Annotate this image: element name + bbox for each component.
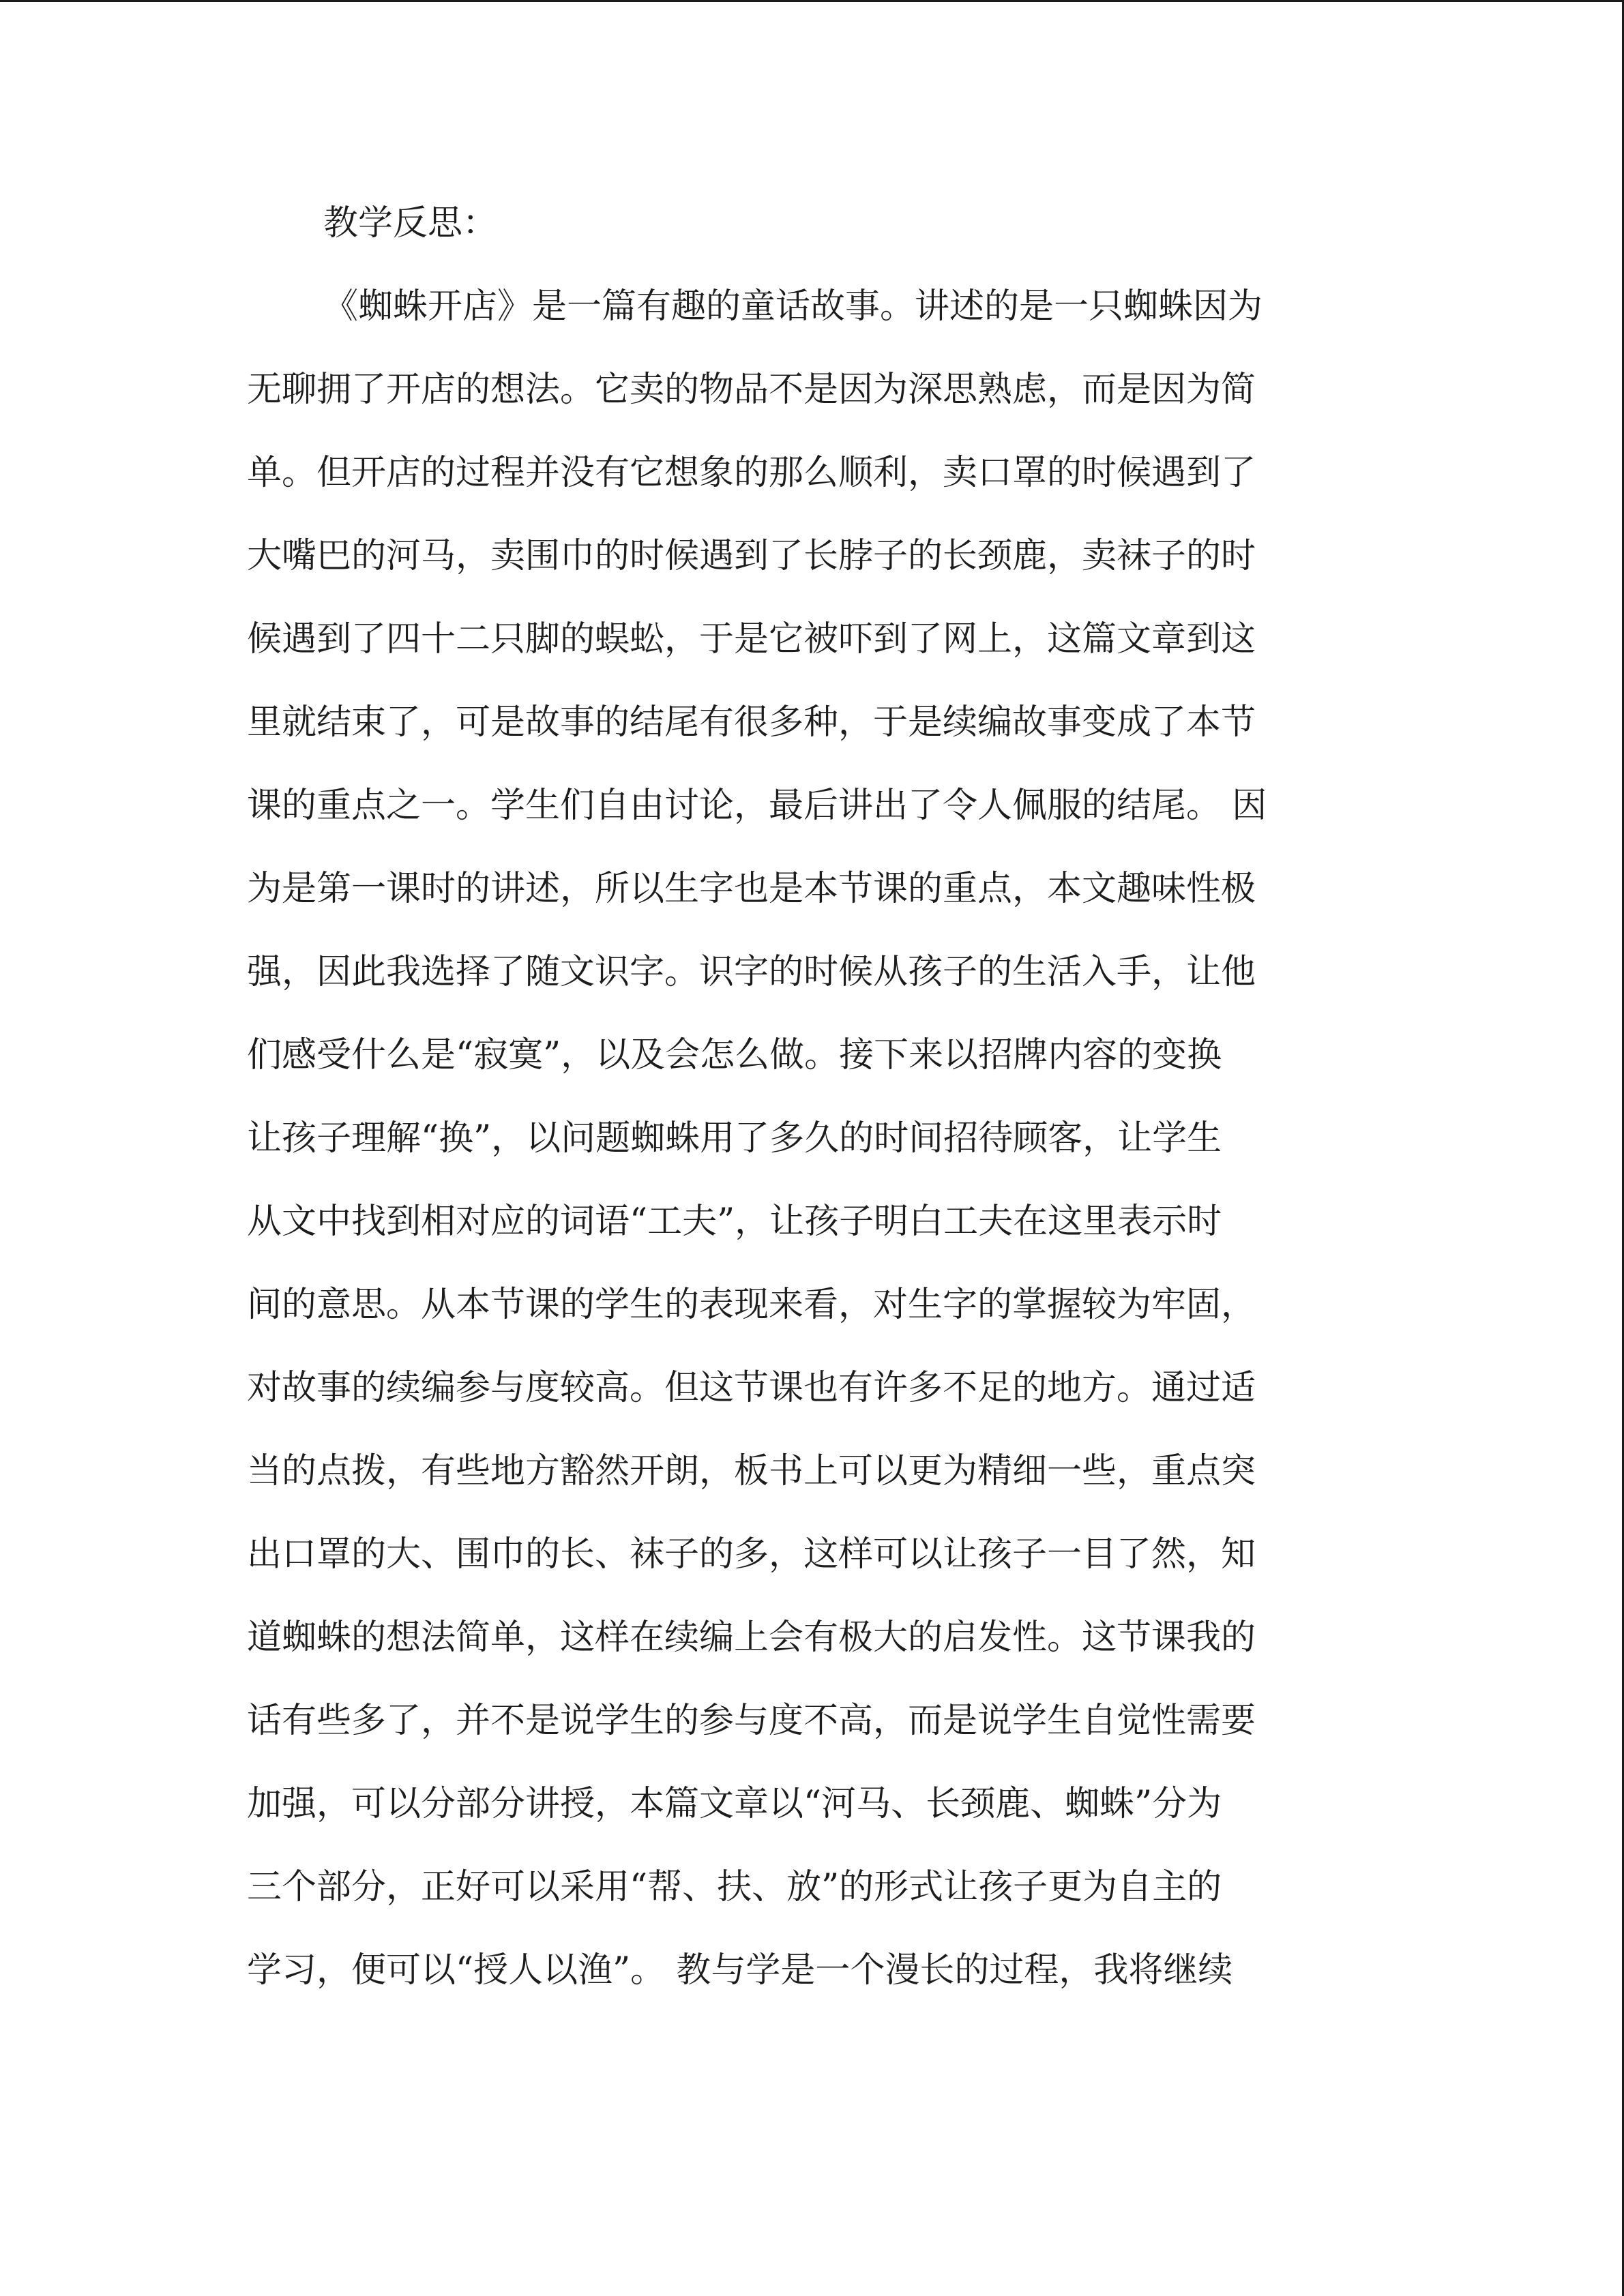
paragraph-line: 加强，可以分部分讲授，本篇文章以“河马、长颈鹿、蜘蛛”分为 — [247, 1784, 1222, 1824]
paragraph-line: 强，因此我选择了随文识字。识字的时候从孩子的生活入手，让他 — [247, 952, 1256, 992]
paragraph-line: 们感受什么是“寂寞”，以及会怎么做。接下来以招牌内容的变换 — [247, 1035, 1222, 1075]
paragraph-line: 《蜘蛛开店》是一篇有趣的童话故事。讲述的是一只蜘蛛因为 — [323, 286, 1263, 327]
paragraph-line: 对故事的续编参与度较高。但这节课也有许多不足的地方。通过适 — [247, 1368, 1256, 1408]
paragraph-line: 单。但开店的过程并没有它想象的那么顺利，卖口罩的时候遇到了 — [247, 453, 1256, 493]
section-heading: 教学反思： — [323, 203, 498, 243]
paragraph-line: 当的点拨，有些地方豁然开朗，板书上可以更为精细一些，重点突 — [247, 1451, 1256, 1491]
paragraph-line: 为是第一课时的讲述，所以生字也是本节课的重点，本文趣味性极 — [247, 869, 1256, 909]
paragraph-line: 间的意思。从本节课的学生的表现来看，对生字的掌握较为牢固， — [247, 1285, 1256, 1325]
paragraph-line: 从文中找到相对应的词语“工夫”，让孩子明白工夫在这里表示时 — [247, 1202, 1222, 1242]
paragraph-line: 三个部分，正好可以采用“帮、扶、放”的形式让孩子更为自主的 — [247, 1867, 1222, 1907]
paragraph-line: 出口罩的大、围巾的长、袜子的多，这样可以让孩子一目了然，知 — [247, 1534, 1256, 1575]
paragraph-line: 候遇到了四十二只脚的蜈蚣，于是它被吓到了网上，这篇文章到这 — [247, 619, 1256, 659]
paragraph-line: 让孩子理解“换”，以问题蜘蛛用了多久的时间招待顾客，让学生 — [247, 1118, 1222, 1159]
paragraph-line: 话有些多了，并不是说学生的参与度不高，而是说学生自觉性需要 — [247, 1701, 1256, 1741]
paragraph-line: 大嘴巴的河马，卖围巾的时候遇到了长脖子的长颈鹿，卖袜子的时 — [247, 536, 1256, 576]
paragraph-line: 里就结束了，可是故事的结尾有很多种，于是续编故事变成了本节 — [247, 702, 1256, 743]
paragraph-line: 无聊拥了开店的想法。它卖的物品不是因为深思熟虑，而是因为简 — [247, 370, 1256, 410]
paragraph-line: 学习，便可以“授人以渔”。 教与学是一个漫长的过程，我将继续 — [247, 1950, 1233, 1991]
paragraph-line: 课的重点之一。学生们自由讨论，最后讲出了令人佩服的结尾。 因 — [247, 786, 1267, 826]
paragraph-line: 道蜘蛛的想法简单，这样在续编上会有极大的启发性。这节课我的 — [247, 1617, 1256, 1658]
